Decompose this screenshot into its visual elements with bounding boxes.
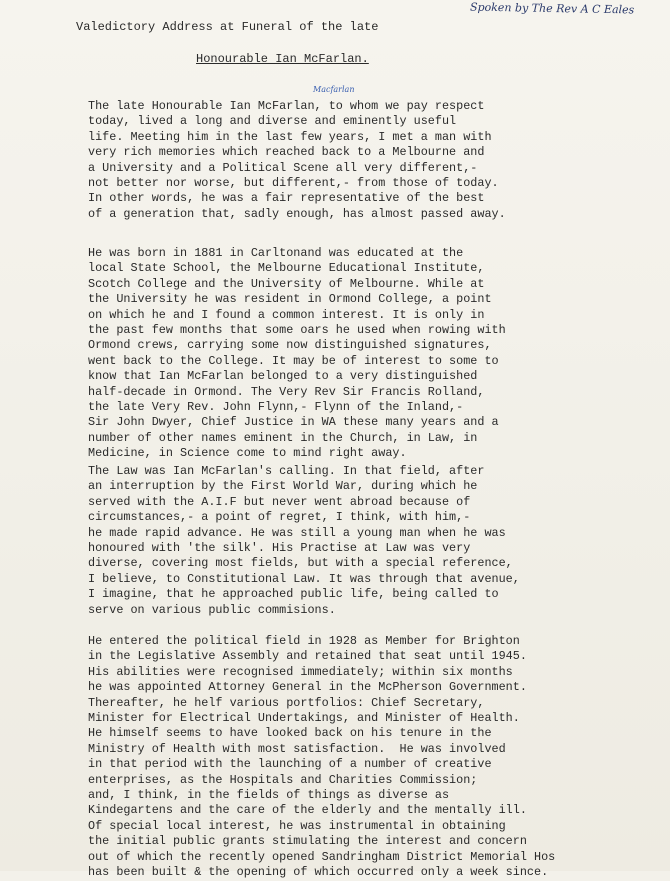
paragraph-1 <box>88 99 506 222</box>
text-line: served with the A.I.F but never went abroad because of <box>88 494 471 509</box>
text-line: honoured with 'the silk'. His Practise at Law was very <box>88 541 471 556</box>
text-line: and, I think, in the fields of things as diverse as <box>88 788 450 803</box>
text-line: very rich memories which reached back to a Melbourne and <box>88 145 485 160</box>
text-line: Scotch College and the University of Melbourne. While at <box>88 276 485 291</box>
text-line: not better nor worse, but different,- from those of today. <box>88 176 499 191</box>
text-line: know that Ian McFarlan belonged to a very distinguished <box>88 369 478 384</box>
text-line: Medicine, in Science come to mind right away. <box>88 446 407 461</box>
text-line: number of other names eminent in the Church, in Law, in <box>88 430 478 445</box>
text-line: He himself seems to have looked back on his tenure in the <box>88 726 492 741</box>
handwritten-annotation: Macfarlan <box>313 85 355 94</box>
text-line: an interruption by the First World War, during which he <box>88 479 478 494</box>
text-line: His abilities were recognised immediately; within six months <box>88 664 513 679</box>
text-line: He entered the political field in 1928 as Member for Brighton <box>88 634 520 648</box>
text-line: enterprises, as the Hospitals and Charities Commission; <box>88 772 478 787</box>
text-line: in the Legislative Assembly and retained that seat until 1945. <box>88 649 527 664</box>
text-line: diverse, covering most fields, but with a special reference, <box>88 556 513 571</box>
text-line: the past few months that some oars he used when rowing with <box>88 323 506 338</box>
text-line: the initial public grants stimulating the interest and concern <box>88 834 527 849</box>
text-line: on which he and I found a common interest. It is only in <box>88 307 485 322</box>
text-line: the late Very Rev. John Flynn,- Flynn of the Inland,- <box>88 400 464 415</box>
text-line: in that period with the launching of a number of creative <box>88 757 492 772</box>
text-line: In other words, he was a fair representative of the best <box>88 191 485 206</box>
document-title: Valedictory Address at Funeral of the late <box>76 20 379 34</box>
text-line: The late Honourable Ian McFarlan, to whom we pay respect <box>88 99 485 113</box>
text-line: serve on various public commisions. <box>88 602 336 617</box>
handwritten-note: Spoken by The Rev A C Eales <box>469 0 635 17</box>
text-line: He was born in 1881 in Carltonand was educated at the <box>88 246 464 260</box>
paragraph-2 <box>88 246 506 462</box>
text-line: has been built & the opening of which occurred only a week since. <box>88 865 549 880</box>
document-subtitle: Honourable Ian McFarlan. <box>196 52 369 66</box>
paragraph-3 <box>88 464 520 618</box>
text-line: Ministry of Health with most satisfaction. He was involved <box>88 741 506 756</box>
text-line: circumstances,- a point of regret, I think, with him,- <box>88 510 471 525</box>
text-line: I imagine, that he approached public life, being called to <box>88 587 499 602</box>
text-line: The Law was Ian McFarlan's calling. In that field, after <box>88 464 485 478</box>
text-line: of a generation that, sadly enough, has almost passed away. <box>88 206 506 221</box>
text-line: Sir John Dwyer, Chief Justice in WA these many years and a <box>88 415 499 430</box>
text-line: the University he was resident in Ormond College, a point <box>88 292 492 307</box>
text-line: life. Meeting him in the last few years, I met a man with <box>88 129 492 144</box>
text-line: half-decade in Ormond. The Very Rev Sir Francis Rolland, <box>88 384 485 399</box>
text-line: he was appointed Attorney General in the McPherson Government. <box>88 680 527 695</box>
text-line: Kindegartens and the care of the elderly and the mentally ill. <box>88 803 527 818</box>
text-line: Of special local interest, he was instrumental in obtaining <box>88 818 506 833</box>
text-line: went back to the College. It may be of interest to some to <box>88 353 499 368</box>
text-line: a University and a Political Scene all very different,- <box>88 160 478 175</box>
text-line: out of which the recently opened Sandringham District Memorial Hos <box>88 849 556 864</box>
text-line: local State School, the Melbourne Educational Institute, <box>88 261 485 276</box>
text-line: I believe, to Constitutional Law. It was through that avenue, <box>88 571 520 586</box>
text-line: Ormond crews, carrying some now distinguished signatures, <box>88 338 492 353</box>
text-line: Thereafter, he helf various portfolios: Chief Secretary, <box>88 695 485 710</box>
text-line: he made rapid advance. He was still a young man when he was <box>88 525 506 540</box>
text-line: today, lived a long and diverse and eminently useful <box>88 114 457 129</box>
text-line: Minister for Electrical Undertakings, and Minister of Health. <box>88 711 520 726</box>
paragraph-4 <box>88 634 555 881</box>
